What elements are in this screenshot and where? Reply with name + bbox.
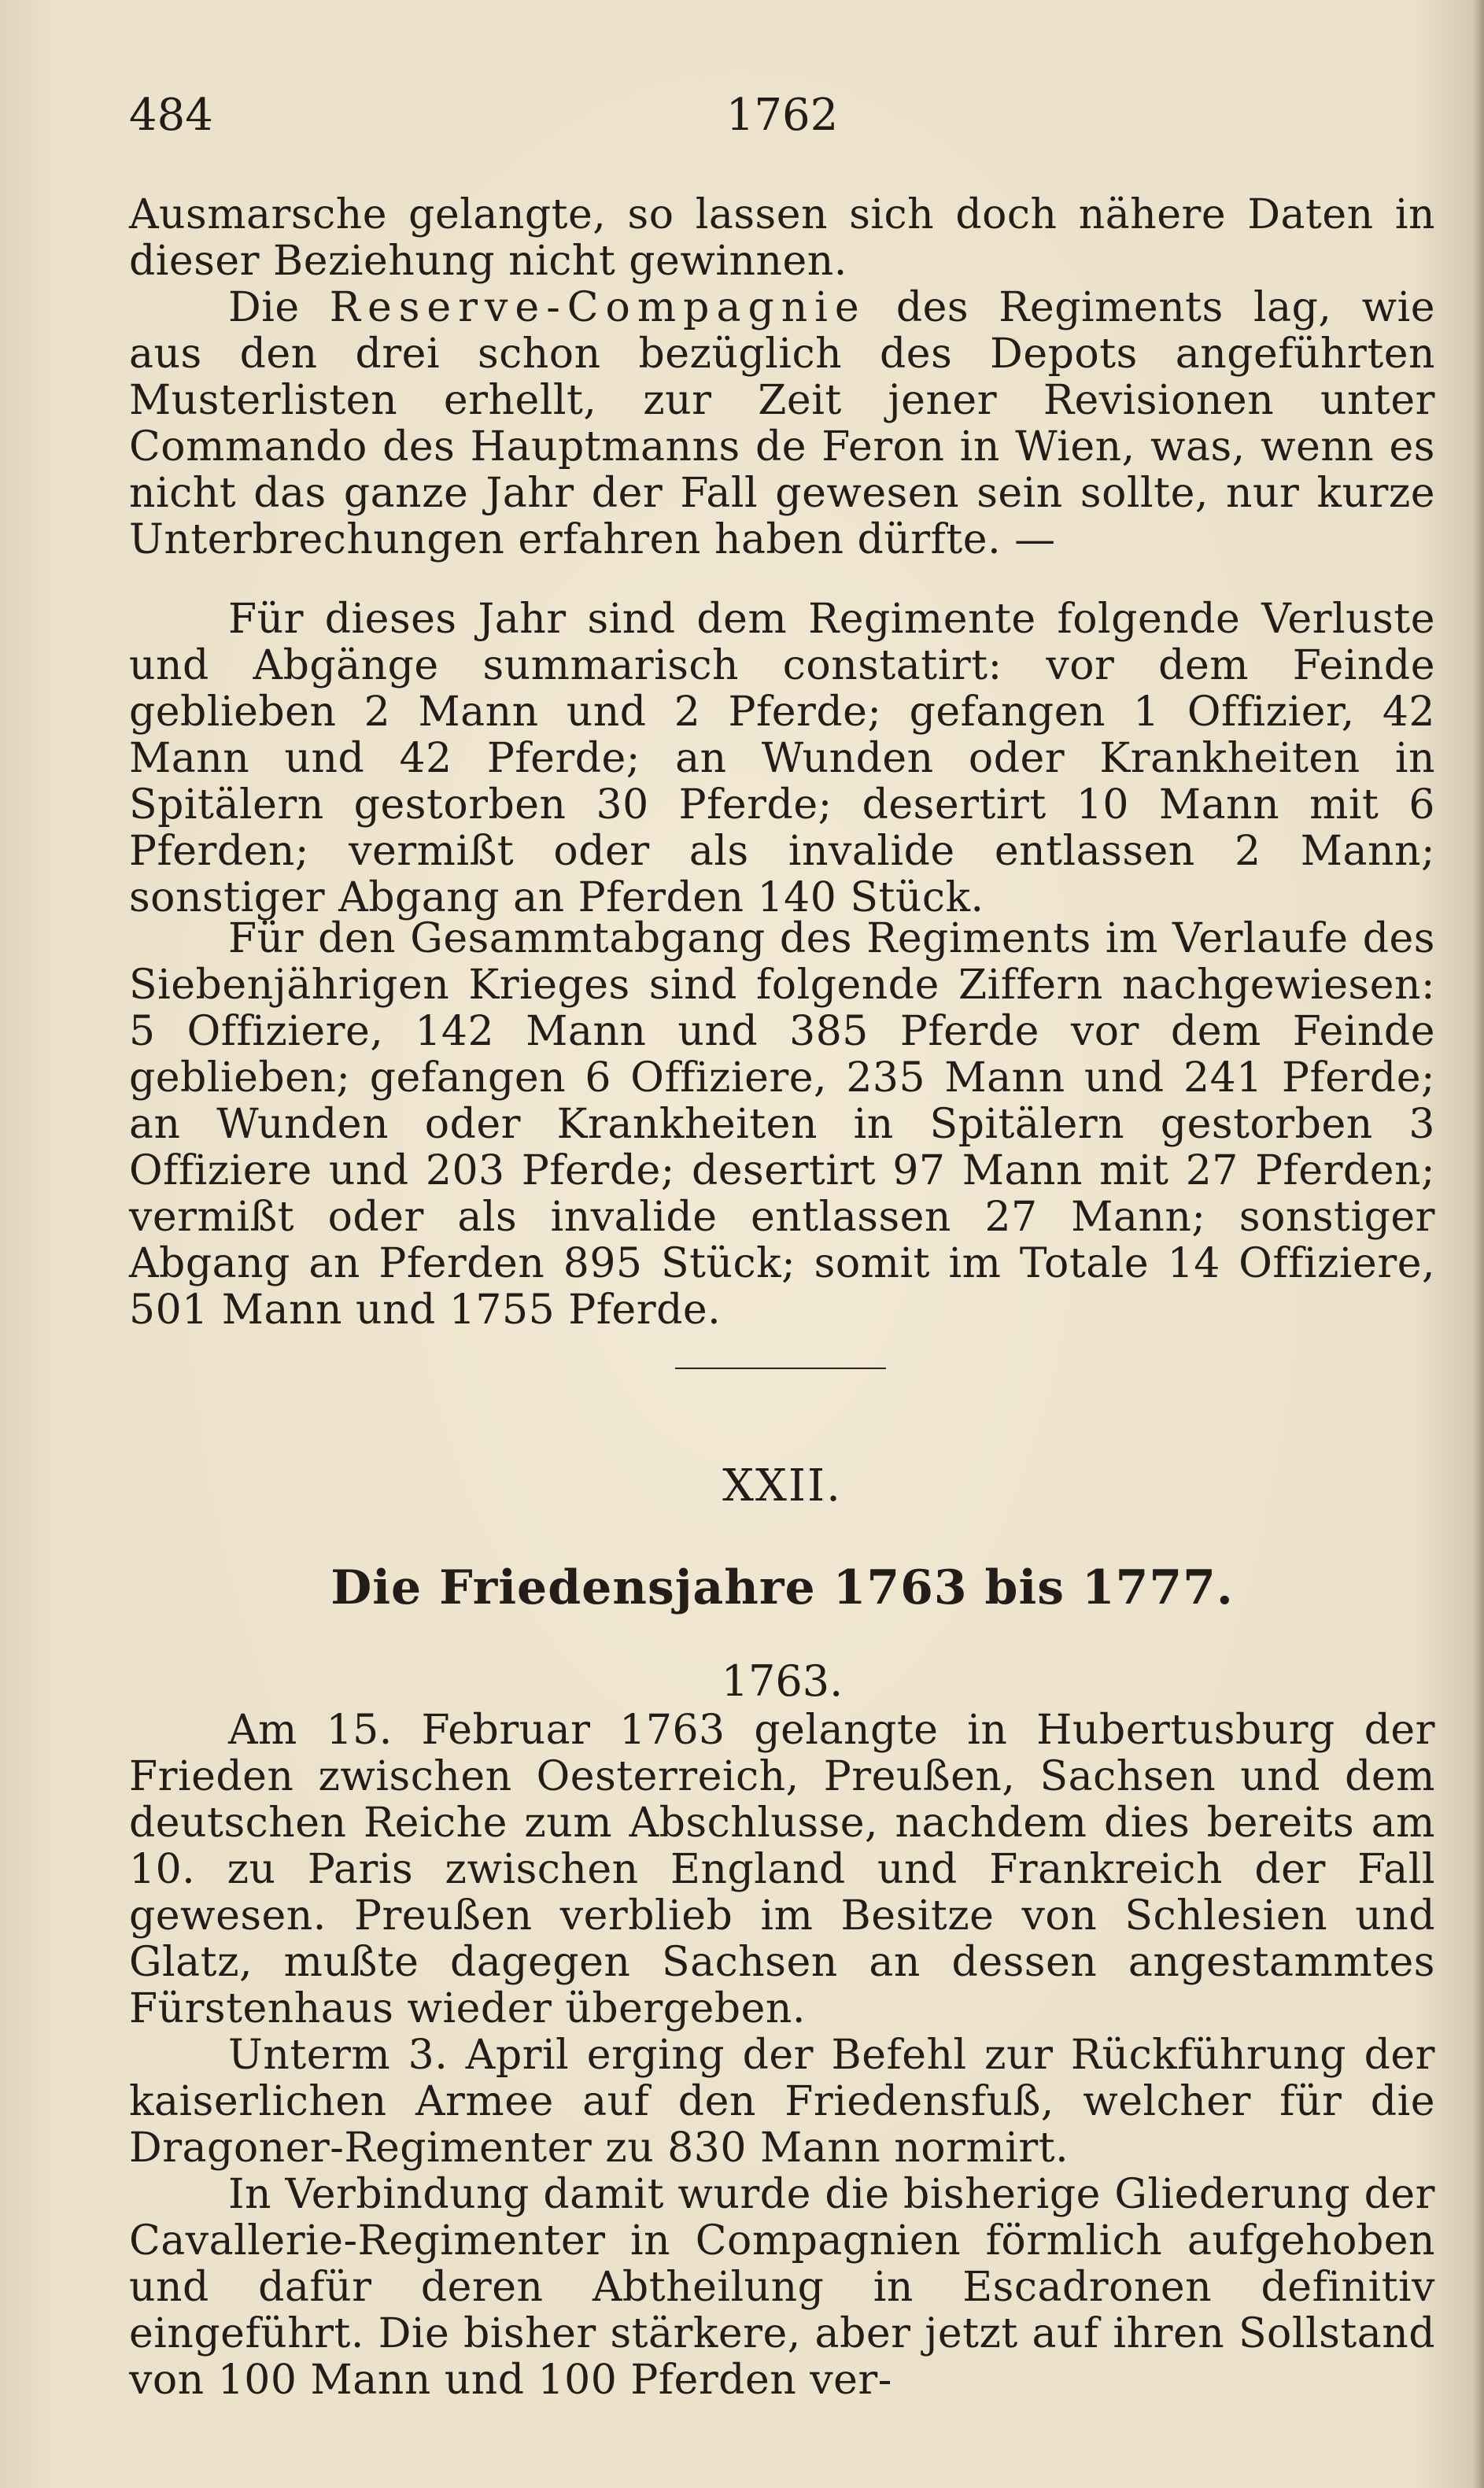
paragraph-lead: Die [228, 284, 330, 331]
paragraph-escadrons: In Verbindung damit wurde die bisherige Gliederung der Cavallerie-Regimenter in Compagnien förmlich aufgehoben und dafür deren Abtheilung in Escadronen definitiv eingeführt. Die bisher stärkere, aber jetzt auf ihren Sollstand von 100 Mann und 100 Pferden ver- [129, 2171, 1435, 2404]
text-block-total-losses [129, 916, 1435, 1334]
text-block-1763 [129, 1707, 1435, 2404]
text-block-continuation [129, 192, 1435, 563]
paragraph-text: des Regiments lag, wie aus den drei schon bezüglich des Depots angeführten Musterlisten erhellt, zur Zeit jener Revisionen unter Commando des Hauptmanns de Feron in Wien, was, wenn es nicht das ganze Jahr der Fall gewesen sein sollte, nur kurze Unterbrechungen erfahren haben dürfte. — [129, 284, 1436, 563]
paragraph-reserve-company [129, 285, 1435, 563]
paragraph-peace-treaty: Am 15. Februar 1763 gelangte in Hubertusburg der Frieden zwischen Oesterreich, Preußen, Sachsen und dem deutschen Reiche zum Abschlusse, nachdem dies bereits am 10. zu Paris zwischen England und Frankreich der Fall gewesen. Preußen verblieb im Besitze von Schlesien und Glatz, mußte dagegen Sachsen an dessen angestammtes Fürstenhaus wieder übergeben. [129, 1707, 1435, 2032]
running-header [129, 88, 1435, 143]
page-edge-shadow [1473, 0, 1484, 2488]
chapter-title: Die Friedensjahre 1763 bis 1777. [330, 1560, 1234, 1615]
paragraph-losses-year: Für dieses Jahr sind dem Regimente folgende Verluste und Abgänge summarisch constatirt: vor dem Feinde geblieben 2 Mann und 2 Pferde; gefangen 1 Offizier, 42 Mann und 42 Pferde; an Wunden oder Krankheiten in Spitälern gestorben 30 Pferde; desertirt 10 Mann mit 6 Pferden; vermißt oder als invalide entlassen 2 Mann; sonstiger Abgang an Pferden 140 Stück. [129, 596, 1435, 921]
paragraph-continuation: Ausmarsche gelangte, so lassen sich doch nähere Daten in dieser Beziehung nicht gewinnen. [129, 191, 1435, 285]
page-number: 484 [129, 90, 213, 141]
chapter-number: XXII. [722, 1460, 842, 1512]
paragraph-total-losses: Für den Gesammtabgang des Regiments im Verlaufe des Siebenjährigen Krieges sind folgende Ziffern nachgewiesen: 5 Offiziere, 142 Mann und 385 Pferde vor dem Feinde geblieben; gefangen 6 Offiziere, 235 Mann und 241 Pferde; an Wunden oder Krankheiten in Spitälern gestorben 3 Offiziere und 203 Pferde; desertirt 97 Mann mit 27 Pferden; vermißt oder als invalide entlassen 27 Mann; sonstiger Abgang an Pferden 895 Stück; somit im Totale 14 Offiziere, 501 Mann und 1755 Pferde. [129, 915, 1435, 1334]
section-year: 1763. [721, 1656, 844, 1706]
paragraph-peace-footing: Unterm 3. April erging der Befehl zur Rückführung der kaiserlichen Armee auf den Friedensfuß, welcher für die Dragoner-Regimenter zu 830 Mann normirt. [129, 2032, 1435, 2172]
spaced-term: Reserve-Compagnie [329, 284, 866, 331]
header-year: 1762 [725, 90, 839, 141]
text-block-losses-1762 [129, 596, 1435, 921]
section-divider [675, 1368, 886, 1369]
